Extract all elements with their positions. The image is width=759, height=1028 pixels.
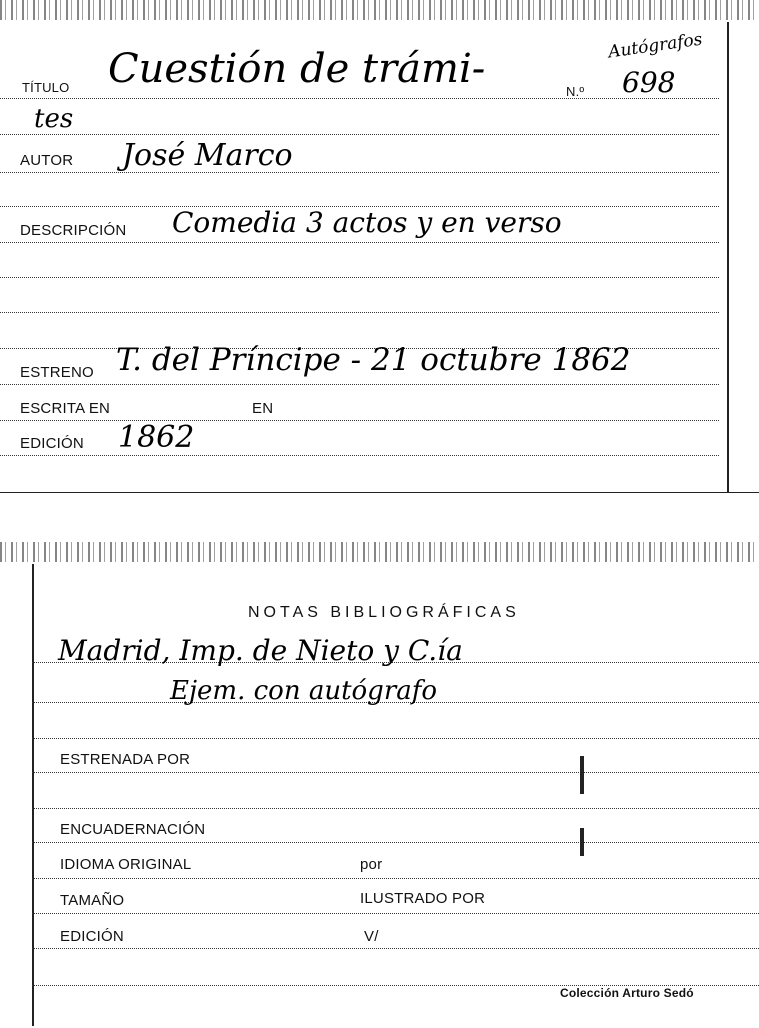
collection-stamp: Colección Arturo Sedó [560,986,694,1000]
label-edicion-2: EDICIÓN [60,928,124,945]
scan-mark [580,828,584,856]
label-estrenada-por: ESTRENADA POR [60,751,191,768]
label-autor: AUTOR [20,152,74,169]
scan-noise-top-edge [0,542,759,562]
rule [32,913,759,914]
rule [32,738,759,739]
label-estreno: ESTRENO [20,364,94,381]
label-descripcion: DESCRIPCIÓN [20,222,127,239]
rule [32,772,759,773]
rule [32,948,759,949]
card-left-border [32,564,34,1026]
label-tamano: TAMAÑO [60,892,125,909]
catalog-card-top [0,0,759,495]
label-en: EN [252,400,274,417]
label-ilustrado-por: ILUSTRADO POR [360,890,486,907]
rule [0,455,719,456]
scan-noise-top-edge [0,0,759,20]
catalog-card-bottom [0,538,759,1028]
handwritten-autografos: Autógrafos [607,29,704,63]
label-numero: N.º [566,84,585,99]
handwritten-title-line2: tes [34,104,74,134]
handwritten-number: 698 [622,66,676,99]
rule [0,172,719,173]
rule [0,420,719,421]
rule [32,842,759,843]
handwritten-premiere: T. del Príncipe - 21 octubre 1862 [116,342,631,378]
handwritten-notes-line1: Madrid, Imp. de Nieto y C.ía [58,634,463,667]
rule [0,242,719,243]
label-edicion: EDICIÓN [20,435,84,452]
card-bottom-rule [0,492,759,493]
handwritten-edition: 1862 [118,420,195,455]
card-right-border [727,22,729,492]
rule [0,134,719,135]
rule [0,384,719,385]
rule [32,878,759,879]
label-notas-bibliograficas: NOTAS BIBLIOGRÁFICAS [248,604,520,621]
label-por: por [360,856,383,873]
handwritten-title-line1: Cuestión de trámi- [108,46,486,92]
label-titulo: TÍTULO [22,80,70,95]
label-idioma-original: IDIOMA ORIGINAL [60,856,192,873]
label-escrita-en: ESCRITA EN [20,400,111,417]
rule [0,312,719,313]
scan-mark [580,756,584,794]
rule [0,98,719,99]
label-v: V/ [364,928,379,945]
rule [32,808,759,809]
handwritten-notes-line2: Ejem. con autógrafo [170,676,438,706]
handwritten-author: José Marco [122,138,293,173]
handwritten-description: Comedia 3 actos y en verso [172,206,562,239]
label-encuadernacion: ENCUADERNACIÓN [60,821,206,838]
rule [0,277,719,278]
